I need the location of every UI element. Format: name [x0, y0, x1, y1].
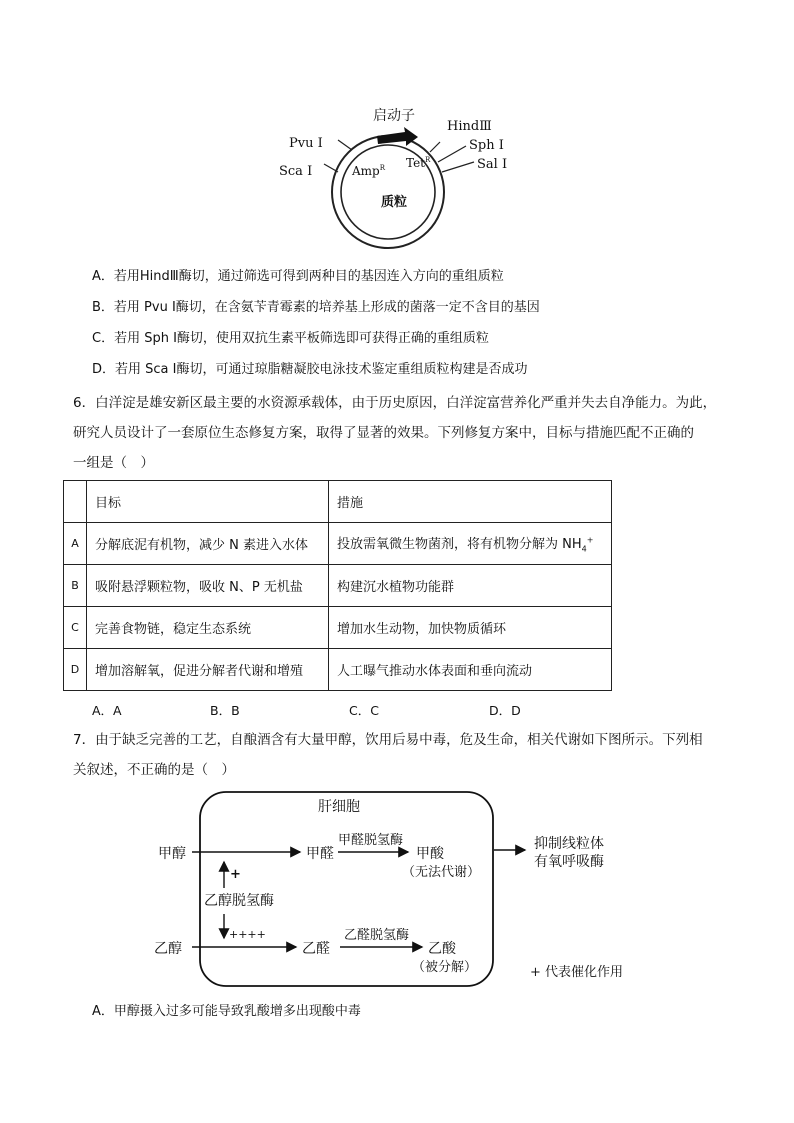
q7-stem-line1: 7．由于缺乏完善的工艺，自酿酒含有大量甲醇，饮用后易中毒，危及生命，相关代谢如下图所示。下列相 — [73, 732, 703, 748]
inhibit-label-2: 有氧呼吸酶 — [534, 854, 604, 870]
q6-table — [63, 480, 612, 691]
promoter-arrow — [377, 127, 418, 146]
q5-option-c: C．若用 Sph Ⅰ酶切，使用双抗生素平板筛选即可获得正确的重组质粒 — [92, 331, 489, 346]
no-metabolism-label: （无法代谢） — [402, 865, 481, 880]
row-measure: 投放需氧微生物菌剂，将有机物分解为 $NH_4^+$ — [329, 523, 612, 565]
row-goal: 增加溶解氧，促进分解者代谢和增殖 — [87, 649, 329, 691]
row-key: A — [64, 523, 87, 565]
table-row — [64, 565, 612, 607]
row-measure: 人工曝气推动水体表面和垂向流动 — [329, 649, 612, 691]
q6-answer-d: D．D — [489, 703, 521, 718]
ethanol-label: 乙醇 — [154, 941, 182, 957]
q7-stem-line2: 关叙述，不正确的是（ ） — [73, 762, 235, 778]
adh-label: 乙醇脱氢酶 — [204, 893, 274, 909]
row-measure: 增加水生动物，加快物质循环 — [329, 607, 612, 649]
q6-stem-line2: 研究人员设计了一套原位生态修复方案，取得了显著的效果。下列修复方案中，目标与措施匹配不正确的 — [73, 425, 694, 441]
q7-option-a: A．甲醇摄入过多可能导致乳酸增多出现酸中毒 — [92, 1004, 361, 1019]
q6-answer-a: A．A — [92, 703, 122, 718]
q5-option-a: A．若用HindⅢ酶切，通过筛选可得到两种目的基因连入方向的重组质粒 — [92, 269, 504, 284]
hind-label: HindⅢ — [447, 119, 492, 134]
header-goal: 目标 — [87, 481, 329, 523]
q5-option-b: B．若用 Pvu Ⅰ酶切，在含氨苄青霉素的培养基上形成的菌落一定不含目的基因 — [92, 300, 540, 315]
formic-acid-label: 甲酸 — [416, 846, 444, 862]
table-row — [64, 607, 612, 649]
fdh-label: 甲醛脱氢酶 — [338, 833, 404, 848]
liver-cell-label: 肝细胞 — [318, 799, 360, 815]
inhibit-label-1: 抑制线粒体 — [534, 836, 604, 852]
row-measure: 构建沉水植物功能群 — [329, 565, 612, 607]
sph-label: Sph Ⅰ — [469, 138, 504, 153]
formaldehyde-label: 甲醛 — [306, 846, 334, 862]
row-key: D — [64, 649, 87, 691]
decomposed-label: （被分解） — [412, 960, 478, 975]
legend-label: + 代表催化作用 — [530, 965, 624, 980]
table-header-row — [64, 481, 612, 523]
sca-label: Sca Ⅰ — [279, 164, 313, 179]
sal-label: Sal Ⅰ — [477, 157, 508, 172]
plus-four-label: ++++ — [229, 928, 266, 941]
table-row — [64, 523, 612, 565]
pvu-label: Pvu Ⅰ — [289, 136, 323, 151]
row-goal: 吸附悬浮颗粒物，吸收 N、P 无机盐 — [87, 565, 329, 607]
q6-stem-line1: 6．白洋淀是雄安新区最主要的水资源承载体，由于历史原因，白洋淀富营养化严重并失去自净能力。为此， — [73, 395, 717, 411]
plasmid-diagram — [260, 100, 530, 250]
q6-answer-b: B．B — [210, 703, 240, 718]
promoter-label: 启动子 — [373, 108, 415, 124]
plasmid-center-label: 质粒 — [381, 195, 408, 210]
header-measure: 措施 — [329, 481, 612, 523]
q5-option-d: D．若用 Sca Ⅰ酶切，可通过琼脂糖凝胶电泳技术鉴定重组质粒构建是否成功 — [92, 362, 528, 377]
plus-one-label: + — [230, 867, 241, 882]
tet-label: Tet$^R$ — [406, 156, 431, 170]
methanol-label: 甲醇 — [158, 846, 186, 862]
metabolism-diagram — [140, 786, 660, 996]
acetaldehyde-label: 乙醛 — [302, 941, 330, 957]
q6-stem-line3: 一组是（ ） — [73, 455, 154, 471]
aldh-label: 乙醛脱氢酶 — [344, 928, 410, 943]
row-goal: 分解底泥有机物，减少 N 素进入水体 — [87, 523, 329, 565]
acetic-acid-label: 乙酸 — [428, 941, 456, 957]
row-goal: 完善食物链，稳定生态系统 — [87, 607, 329, 649]
q6-answer-c: C．C — [349, 703, 379, 718]
amp-label: Amp$^R$ — [352, 164, 386, 178]
row-key: B — [64, 565, 87, 607]
table-row — [64, 649, 612, 691]
row-key: C — [64, 607, 87, 649]
